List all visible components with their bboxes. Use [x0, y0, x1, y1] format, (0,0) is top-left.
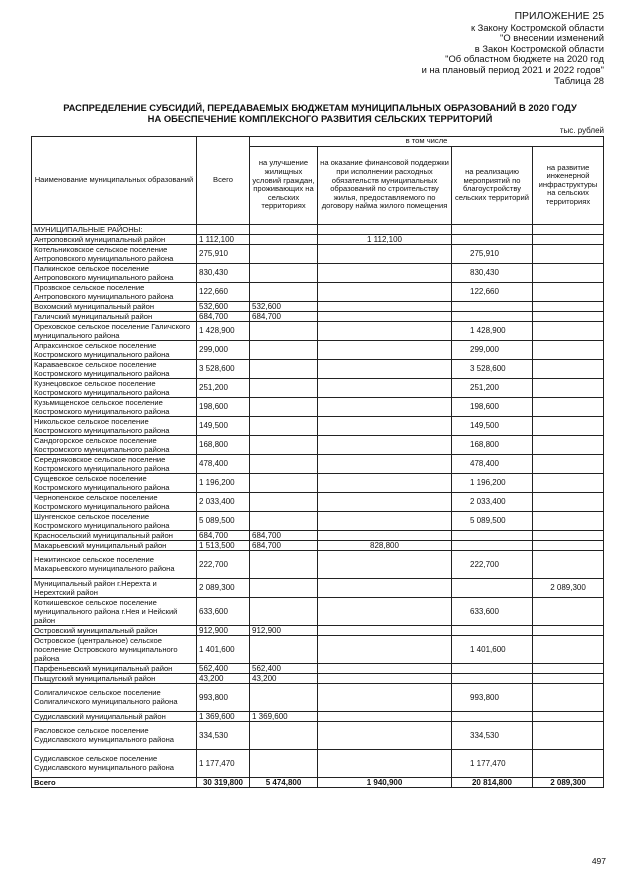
table-row: [32, 234, 604, 244]
row-total: 198,600: [197, 397, 250, 416]
table-row: [32, 625, 604, 635]
row-improvement: 1 428,900: [452, 321, 533, 340]
row-improvement: 149,500: [452, 416, 533, 435]
row-infrastructure: [533, 540, 604, 550]
row-improvement: 1 196,200: [452, 473, 533, 492]
row-infrastructure: [533, 359, 604, 378]
row-total: 2 033,400: [197, 492, 250, 511]
document-header: [422, 12, 604, 86]
row-infrastructure: [533, 234, 604, 244]
row-improvement: 334,530: [452, 721, 533, 749]
table-body: [32, 224, 604, 787]
row-housing: [250, 321, 318, 340]
row-total: 532,600: [197, 301, 250, 311]
row-name: Середняковское сельское поселение Костромского муниципального района: [32, 454, 197, 473]
table-row: [32, 435, 604, 454]
row-housing: [250, 359, 318, 378]
row-improvement: 478,400: [452, 454, 533, 473]
row-total: 633,600: [197, 597, 250, 625]
row-name: Кузнецовское сельское поселение Костромского муниципального района: [32, 378, 197, 397]
table-row: [32, 663, 604, 673]
row-name: Солигаличское сельское поселение Солигаличского муниципального района: [32, 683, 197, 711]
row-infrastructure: [533, 749, 604, 777]
row-housing: [250, 378, 318, 397]
row-construction: [318, 597, 452, 625]
table-row: [32, 673, 604, 683]
row-infrastructure: [533, 663, 604, 673]
row-total: 168,800: [197, 435, 250, 454]
table-row: [32, 378, 604, 397]
total-row: [32, 777, 604, 787]
section-label: МУНИЦИПАЛЬНЫЕ РАЙОНЫ:: [32, 224, 197, 234]
row-housing: [250, 454, 318, 473]
row-construction: [318, 511, 452, 530]
table-row: [32, 635, 604, 663]
row-improvement: [452, 530, 533, 540]
row-total: 1 369,600: [197, 711, 250, 721]
table-row: [32, 540, 604, 550]
row-improvement: [452, 711, 533, 721]
table-row: [32, 597, 604, 625]
row-name: Макарьевский муниципальный район: [32, 540, 197, 550]
row-total: 299,000: [197, 340, 250, 359]
row-housing: 43,200: [250, 673, 318, 683]
row-housing: [250, 635, 318, 663]
row-total: 478,400: [197, 454, 250, 473]
row-construction: [318, 282, 452, 301]
row-construction: [318, 683, 452, 711]
row-construction: [318, 454, 452, 473]
row-construction: [318, 625, 452, 635]
table-row: [32, 359, 604, 378]
row-housing: 912,900: [250, 625, 318, 635]
row-name: Пыщугский муниципальный район: [32, 673, 197, 683]
row-infrastructure: [533, 244, 604, 263]
row-housing: [250, 578, 318, 597]
table-row: [32, 749, 604, 777]
row-construction: [318, 635, 452, 663]
row-infrastructure: [533, 673, 604, 683]
annex-label: ПРИЛОЖЕНИЕ 25: [514, 11, 604, 22]
row-name: Апраксинское сельское поселение Костромского муниципального района: [32, 340, 197, 359]
total-row-improvement: 20 814,800: [452, 777, 533, 787]
row-housing: [250, 550, 318, 578]
row-total: 830,430: [197, 263, 250, 282]
total-row-total: 30 319,800: [197, 777, 250, 787]
row-name: Парфеньевский муниципальный район: [32, 663, 197, 673]
row-name: Галичский муниципальный район: [32, 311, 197, 321]
row-improvement: [452, 673, 533, 683]
table-row: [32, 397, 604, 416]
row-total: 2 089,300: [197, 578, 250, 597]
table-row: [32, 416, 604, 435]
row-infrastructure: [533, 597, 604, 625]
row-construction: [318, 749, 452, 777]
table-row: [32, 578, 604, 597]
row-name: Сандогорское сельское поселение Костромского муниципального района: [32, 435, 197, 454]
header-line-5: и на плановый период 2021 и 2022 годов": [421, 63, 604, 75]
row-infrastructure: [533, 454, 604, 473]
row-housing: 562,400: [250, 663, 318, 673]
row-improvement: 251,200: [452, 378, 533, 397]
row-improvement: 5 089,500: [452, 511, 533, 530]
row-name: Антроповский муниципальный район: [32, 234, 197, 244]
row-housing: [250, 234, 318, 244]
table-row: [32, 244, 604, 263]
row-name: Никольское сельское поселение Костромского муниципального района: [32, 416, 197, 435]
row-infrastructure: [533, 282, 604, 301]
row-construction: [318, 550, 452, 578]
row-name: Вохомский муниципальный район: [32, 301, 197, 311]
row-construction: [318, 378, 452, 397]
row-infrastructure: 2 089,300: [533, 578, 604, 597]
row-name: Судиславский муниципальный район: [32, 711, 197, 721]
row-infrastructure: [533, 340, 604, 359]
subsidy-table: [31, 136, 604, 788]
row-infrastructure: [533, 721, 604, 749]
table-row: [32, 473, 604, 492]
row-improvement: 1 401,600: [452, 635, 533, 663]
row-infrastructure: [533, 683, 604, 711]
row-housing: 532,600: [250, 301, 318, 311]
row-improvement: [452, 663, 533, 673]
row-total: 1 177,470: [197, 749, 250, 777]
row-housing: [250, 597, 318, 625]
row-housing: [250, 416, 318, 435]
row-housing: [250, 473, 318, 492]
row-construction: [318, 244, 452, 263]
document-title: [0, 102, 640, 124]
row-improvement: 299,000: [452, 340, 533, 359]
row-housing: [250, 435, 318, 454]
row-infrastructure: [533, 416, 604, 435]
row-name: Островский муниципальный район: [32, 625, 197, 635]
row-construction: [318, 578, 452, 597]
row-housing: 1 369,600: [250, 711, 318, 721]
row-housing: [250, 282, 318, 301]
row-construction: [318, 473, 452, 492]
row-housing: [250, 749, 318, 777]
row-construction: [318, 492, 452, 511]
row-construction: [318, 397, 452, 416]
row-total: 1 513,500: [197, 540, 250, 550]
header-line-2: "О внесении изменений: [500, 32, 604, 44]
row-total: 122,660: [197, 282, 250, 301]
row-infrastructure: [533, 530, 604, 540]
row-infrastructure: [533, 473, 604, 492]
row-total: 1 428,900: [197, 321, 250, 340]
table-row: [32, 301, 604, 311]
row-name: Коткишевское сельское поселение муниципального района г.Нея и Нейский район: [32, 597, 197, 625]
row-name: Караваевское сельское поселение Костромского муниципального района: [32, 359, 197, 378]
col-header-construction: на оказание финансовой поддержки при исполнении расходных обязательств муниципальных образований по строительству жилья, предоставляемого по договору найма жилого помещения: [318, 146, 452, 224]
row-construction: [318, 530, 452, 540]
row-total: 562,400: [197, 663, 250, 673]
row-improvement: 275,910: [452, 244, 533, 263]
table-row: [32, 683, 604, 711]
page-number: 497: [591, 856, 606, 866]
row-construction: [318, 311, 452, 321]
total-row-construction: 1 940,900: [318, 777, 452, 787]
row-name: Нежитинское сельское поселение Макарьевского муниципального района: [32, 550, 197, 578]
row-housing: [250, 511, 318, 530]
row-infrastructure: [533, 311, 604, 321]
row-improvement: 1 177,470: [452, 749, 533, 777]
row-total: 149,500: [197, 416, 250, 435]
row-infrastructure: [533, 635, 604, 663]
row-improvement: [452, 540, 533, 550]
row-housing: 684,700: [250, 311, 318, 321]
row-infrastructure: [533, 625, 604, 635]
row-improvement: 3 528,600: [452, 359, 533, 378]
table-row: [32, 711, 604, 721]
row-construction: [318, 435, 452, 454]
row-total: 275,910: [197, 244, 250, 263]
header-line-3: в Закон Костромской области: [474, 42, 604, 54]
row-total: 684,700: [197, 530, 250, 540]
row-name: Островское (центральное) сельское поселение Островского муниципального района: [32, 635, 197, 663]
row-housing: [250, 492, 318, 511]
total-row-housing: 5 474,800: [250, 777, 318, 787]
row-construction: [318, 340, 452, 359]
row-name: Красносельский муниципальный район: [32, 530, 197, 540]
row-improvement: [452, 301, 533, 311]
row-construction: 828,800: [318, 540, 452, 550]
row-housing: [250, 683, 318, 711]
row-name: Прозвское сельское поселение Антроповского муниципального района: [32, 282, 197, 301]
row-improvement: 168,800: [452, 435, 533, 454]
row-total: 334,530: [197, 721, 250, 749]
total-row-infrastructure: 2 089,300: [533, 777, 604, 787]
row-construction: [318, 416, 452, 435]
row-name: Муниципальный район г.Нерехта и Нерехтский район: [32, 578, 197, 597]
table-row: [32, 530, 604, 540]
row-infrastructure: [533, 711, 604, 721]
col-header-improvement: на реализацию мероприятий по благоустройству сельских территорий: [452, 146, 533, 224]
row-improvement: 830,430: [452, 263, 533, 282]
row-total: 1 112,100: [197, 234, 250, 244]
table-row: [32, 721, 604, 749]
units-label: тыс. рублей: [559, 126, 604, 135]
row-housing: 684,700: [250, 530, 318, 540]
col-header-name: Наименование муниципальных образований: [32, 137, 197, 225]
col-header-infrastructure: на развитие инженерной инфраструктуры на сельских территориях: [533, 146, 604, 224]
row-total: 1 401,600: [197, 635, 250, 663]
header-line-4: "Об областном бюджете на 2020 год: [445, 53, 604, 65]
row-improvement: [452, 234, 533, 244]
col-header-in-that: в том числе: [250, 137, 604, 147]
row-name: Сущевское сельское поселение Костромского муниципального района: [32, 473, 197, 492]
row-total: 222,700: [197, 550, 250, 578]
row-housing: [250, 263, 318, 282]
row-name: Расловское сельское поселение Судиславского муниципального района: [32, 721, 197, 749]
row-housing: [250, 721, 318, 749]
row-name: Чернопенское сельское поселение Костромского муниципального района: [32, 492, 197, 511]
table-row: [32, 511, 604, 530]
row-improvement: 198,600: [452, 397, 533, 416]
row-infrastructure: [533, 435, 604, 454]
row-infrastructure: [533, 492, 604, 511]
total-row-name: Всего: [32, 777, 197, 787]
row-name: Кузьмищенское сельское поселение Костромского муниципального района: [32, 397, 197, 416]
row-construction: [318, 663, 452, 673]
row-improvement: 2 033,400: [452, 492, 533, 511]
header-line-1: к Закону Костромской области: [470, 21, 604, 33]
table-row: [32, 550, 604, 578]
row-construction: [318, 263, 452, 282]
row-improvement: 222,700: [452, 550, 533, 578]
table-row: [32, 321, 604, 340]
table-row: [32, 311, 604, 321]
row-infrastructure: [533, 378, 604, 397]
row-construction: [318, 321, 452, 340]
row-improvement: [452, 578, 533, 597]
row-improvement: [452, 625, 533, 635]
table-row: [32, 492, 604, 511]
row-total: 43,200: [197, 673, 250, 683]
title-line-2: НА ОБЕСПЕЧЕНИЕ КОМПЛЕКСНОГО РАЗВИТИЯ СЕЛЬСКИХ ТЕРРИТОРИЙ: [147, 113, 493, 124]
row-name: Ореховское сельское поселение Галичского муниципального района: [32, 321, 197, 340]
row-infrastructure: [533, 321, 604, 340]
row-housing: [250, 244, 318, 263]
row-name: Палкинское сельское поселение Антроповского муниципального района: [32, 263, 197, 282]
row-housing: [250, 340, 318, 359]
row-total: 3 528,600: [197, 359, 250, 378]
table-label: Таблица 28: [554, 74, 604, 86]
table-row: [32, 340, 604, 359]
row-total: 1 196,200: [197, 473, 250, 492]
row-total: 684,700: [197, 311, 250, 321]
table-row: [32, 263, 604, 282]
row-construction: [318, 721, 452, 749]
col-header-total: Всего: [197, 137, 250, 225]
row-construction: [318, 359, 452, 378]
table-row: [32, 454, 604, 473]
row-improvement: 633,600: [452, 597, 533, 625]
row-infrastructure: [533, 397, 604, 416]
row-name: Котельниковское сельское поселение Антроповского муниципального района: [32, 244, 197, 263]
row-name: Судиславское сельское поселение Судиславского муниципального района: [32, 749, 197, 777]
row-infrastructure: [533, 550, 604, 578]
row-improvement: 993,800: [452, 683, 533, 711]
title-line-1: РАСПРЕДЕЛЕНИЕ СУБСИДИЙ, ПЕРЕДАВАЕМЫХ БЮДЖЕТАМ МУНИЦИПАЛЬНЫХ ОБРАЗОВАНИЙ В 2020 ГОДУ: [63, 102, 577, 113]
row-improvement: 122,660: [452, 282, 533, 301]
row-infrastructure: [533, 263, 604, 282]
row-construction: 1 112,100: [318, 234, 452, 244]
row-total: 5 089,500: [197, 511, 250, 530]
row-infrastructure: [533, 511, 604, 530]
col-header-housing: на улучшение жилищных условий граждан, проживающих на сельских территориях: [250, 146, 318, 224]
row-housing: [250, 397, 318, 416]
row-improvement: [452, 311, 533, 321]
row-name: Шунгенское сельское поселение Костромского муниципального района: [32, 511, 197, 530]
row-housing: 684,700: [250, 540, 318, 550]
row-construction: [318, 711, 452, 721]
row-construction: [318, 673, 452, 683]
row-total: 912,900: [197, 625, 250, 635]
row-total: 993,800: [197, 683, 250, 711]
row-construction: [318, 301, 452, 311]
row-infrastructure: [533, 301, 604, 311]
row-total: 251,200: [197, 378, 250, 397]
table-row: [32, 282, 604, 301]
